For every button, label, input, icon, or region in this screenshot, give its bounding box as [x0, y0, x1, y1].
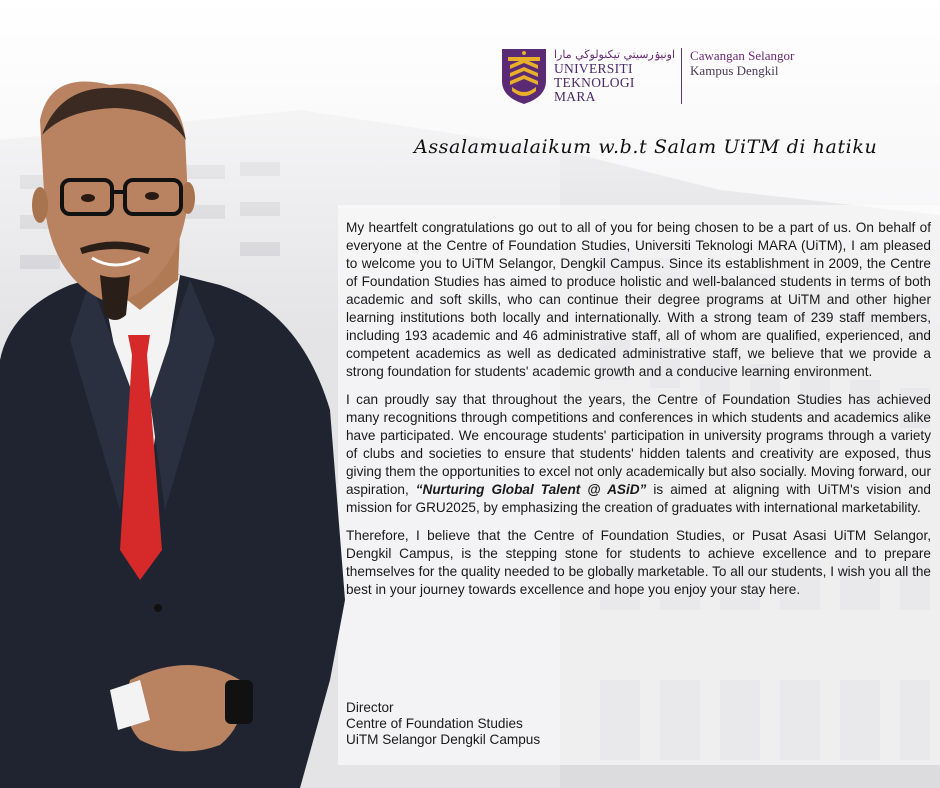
greeting-heading: Assalamualaikum w.b.t Salam UiTM di hatiku: [414, 136, 878, 158]
signature-campus: UiTM Selangor Dengkil Campus: [346, 732, 541, 747]
uitm-crest-icon: [500, 47, 548, 105]
paragraph-1: My heartfelt congratulations go out to all of you for being chosen to be a part of us. On behalf of everyone at the Centre of Foundation Studies, Universiti Teknologi MARA (UiTM), I am pleased to welcome you to UiTM Selangor, Dengkil Campus. Since its establishment in 2009, the Centre of Foundation Studies has aimed to produce holistic and well-balanced students in terms of both academic and soft skills, who can continue their degree programs at UiTM and other higher learning institutions both locally and internationally. With a strong team of 239 staff members, including 193 academic and 46 administrative staff, all of whom are qualified, experienced, and competent academics as well as dedicated administrative staff, we believe that we provide a strong foundation for students' academic growth and a conducive learning environment.: [346, 220, 931, 379]
signature-unit: Centre of Foundation Studies: [346, 716, 523, 731]
director-portrait: [0, 80, 345, 788]
logo-mara: MARA: [554, 89, 596, 104]
logo-teknologi: TEKNOLOGI: [554, 75, 635, 90]
uitm-logo: [500, 46, 794, 106]
paragraph-2: [346, 391, 931, 517]
paragraph-3: Therefore, I believe that the Centre of Foundation Studies, or Pusat Asasi UiTM Selangor, Dengkil Campus, is the stepping stone for students to achieve excellence and to prepare themselves for the quality needed to be globally marketable. To all our students, I wish you all the best in your journey towards excellence and hope you enjoy your stay here.: [346, 528, 931, 597]
logo-jawi-text: اونيۏرسيتي تيكنولوڬي مارا: [554, 48, 676, 61]
logo-campus: Kampus Dengkil: [690, 63, 779, 78]
signature-title: Director: [346, 700, 394, 715]
welcome-message: [346, 219, 931, 609]
logo-branch: Cawangan Selangor: [690, 48, 795, 63]
paragraph-2-start: I can proudly say that throughout the years, the Centre of Foundation Studies has achieved many recognitions through competitions and conferences in which students and academics alike have participated. We encourage students' participation in university programs through a variety of clubs and societies to ensure that students' hidden talents and creativity are exposed, thus giving them the opportunities to excel not only academically but also socially. Moving forward, our aspiration,: [346, 392, 931, 497]
aspiration-tagline: “Nurturing Global Talent @ ASiD”: [415, 482, 647, 497]
logo-universiti: UNIVERSITI: [554, 61, 633, 76]
logo-divider: [681, 48, 682, 104]
signature-block: [346, 700, 540, 748]
paragraph-2-end: is aimed at aligning with UiTM's vision and mission for GRU2025, by emphasizing the creation of graduates with international marketability.: [346, 482, 931, 515]
